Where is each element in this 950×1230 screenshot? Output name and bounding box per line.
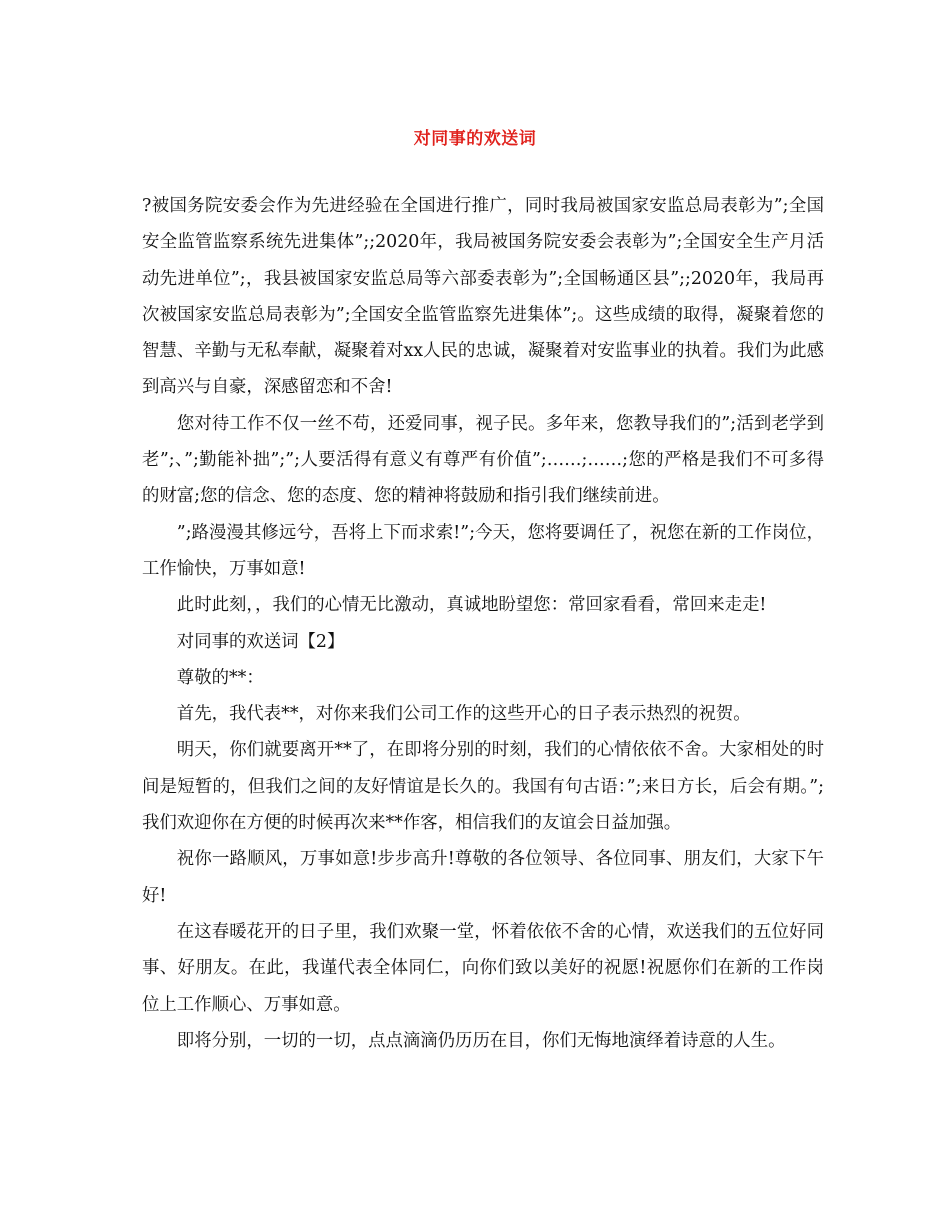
paragraph: 尊敬的**： (176, 667, 264, 688)
paragraph: 即将分别，一切的一切，点点滴滴仍历历在目，你们无悔地演绎着诗意的人生。 (176, 1030, 786, 1051)
document-body (142, 188, 824, 1059)
document-title: 对同事的欢送词 (413, 129, 537, 149)
paragraph: ”;路漫漫其修远兮，吾将上下而求索!”;今天，您将要调任了，祝您在新的工作岗位，工作愉快，万事如意! (142, 522, 824, 579)
paragraph: 在这春暖花开的日子里，我们欢聚一堂，怀着依依不舍的心情，欢送我们的五位好同事、好朋友。在此，我谨代表全体同仁，向你们致以美好的祝愿!祝愿你们在新的工作岗位上工作顺心、万事如意。 (142, 921, 824, 1015)
paragraph: 您对待工作不仅一丝不苟，还爱同事，视子民。多年来，您教导我们的”;活到老学到老”;、”;勤能补拙”;”;人要活得有意义有尊严有价值”;……;……;您的严格是我们不可多得的财富;您的信念、您的态度、您的精神将鼓励和指引我们继续前进。 (142, 413, 824, 507)
paragraph: 此时此刻，，我们的心情无比激动，真诚地盼望您：常回家看看，常回来走走! (176, 595, 767, 616)
paragraph: 祝你一路顺风，万事如意!步步高升!尊敬的各位领导、各位同事、朋友们，大家下午好! (142, 849, 824, 906)
paragraph: 对同事的欢送词【2】 (176, 631, 345, 652)
paragraph: 明天，你们就要离开**了，在即将分别的时刻，我们的心情依依不舍。大家相处的时间是短暂的，但我们之间的友好情谊是长久的。我国有句古语：”;来日方长，后会有期。”;我们欢迎你在方便的时候再次来**作客，相信我们的友谊会日益加强。 (142, 740, 824, 834)
paragraph: ?被国务院安委会作为先进经验在全国进行推广，同时我局被国家安监总局表彰为”;全国安全监管监察系统先进集体”;;2020年，我局被国务院安委会表彰为”;全国安全生产月活动先进单位”;，我县被国家安监总局等六部委表彰为”;全国畅通区县”;;2020年，我局再次被国家安监总局表彰为”;全国安全监管监察先进集体”;。这些成绩的取得，凝聚着您的智慧、辛勤与无私奉献，凝聚着对xx人民的忠诚，凝聚着对安监事业的执着。我们为此感到高兴与自豪，深感留恋和不舍! (142, 196, 824, 398)
paragraph: 首先，我代表**，对你来我们公司工作的这些开心的日子表示热烈的祝贺。 (176, 704, 751, 725)
